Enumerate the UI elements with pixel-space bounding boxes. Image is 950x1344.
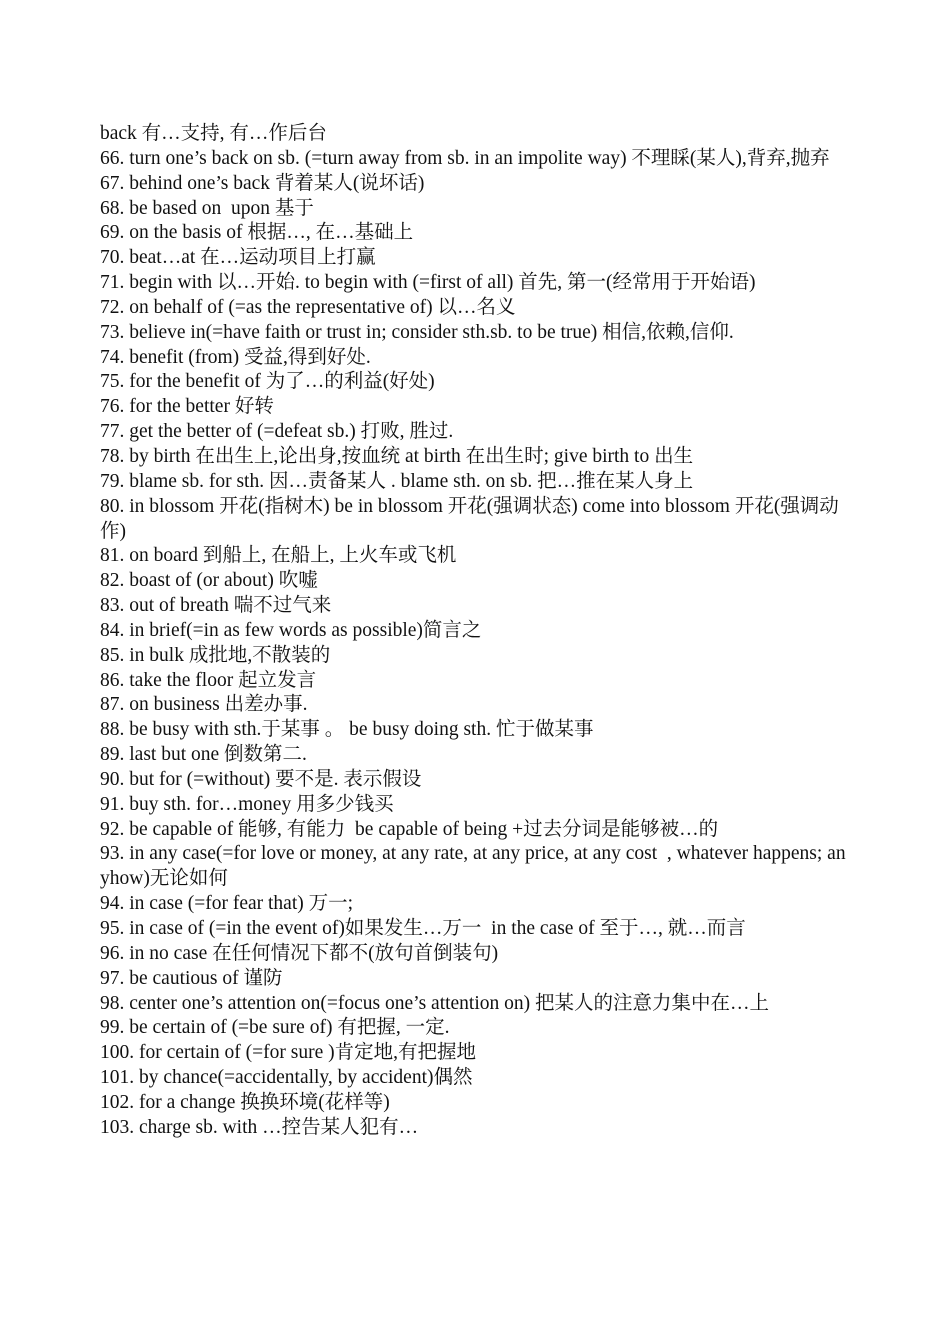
- text-line: 90. but for (=without) 要不是. 表示假设: [100, 768, 422, 790]
- text-line: 78. by birth 在出生上,论出身,按血统 at birth 在出生时; give birth to 出生: [100, 445, 694, 467]
- text-line: 69. on the basis of 根据…, 在…基础上: [100, 222, 414, 244]
- document-body: [100, 122, 852, 1141]
- text-line: 80. in blossom 开花(指树木) be in blossom 开花(强调状态) come into blossom 开花(强调动作): [100, 495, 839, 542]
- text-line: 68. be based on upon 基于: [100, 197, 314, 219]
- text-line: 94. in case (=for fear that) 万一;: [100, 893, 354, 915]
- text-line: 92. be capable of 能够, 有能力 be capable of being +过去分词是能够被…的: [100, 818, 719, 840]
- text-line: back 有…支持, 有…作后台: [100, 123, 327, 144]
- text-line: 88. be busy with sth.于某事 。 be busy doing sth. 忙于做某事: [100, 719, 594, 741]
- text-line: 77. get the better of (=defeat sb.) 打败, 胜过.: [100, 421, 454, 443]
- text-line: 66. turn one’s back on sb. (=turn away from sb. in an impolite way) 不理睬(某人),背弃,抛弃: [100, 147, 830, 169]
- text-line: 87. on business 出差办事.: [100, 694, 308, 716]
- text-line: 95. in case of (=in the event of)如果发生…万一 in the case of 至于…, 就…而言: [100, 918, 746, 939]
- text-line: 72. on behalf of (=as the representative of) 以…名义: [100, 296, 516, 318]
- text-line: 93. in any case(=for love or money, at any rate, at any price, at any cost , whatever happens; anyhow)无论如何: [100, 843, 846, 890]
- text-line: 103. charge sb. with …控告某人犯有…: [100, 1116, 419, 1138]
- text-line: 81. on board 到船上, 在船上, 上火车或飞机: [100, 545, 457, 567]
- text-line: 74. benefit (from) 受益,得到好处.: [100, 346, 371, 368]
- text-line: 75. for the benefit of 为了…的利益(好处): [100, 371, 435, 393]
- text-line: 73. believe in(=have faith or trust in; consider sth.sb. to be true) 相信,依赖,信仰.: [100, 321, 734, 343]
- text-line: 97. be cautious of 谨防: [100, 967, 283, 989]
- text-line: 67. behind one’s back 背着某人(说坏话): [100, 172, 425, 194]
- text-line: 82. boast of (or about) 吹嘘: [100, 570, 318, 592]
- text-line: 86. take the floor 起立发言: [100, 669, 317, 691]
- text-line: 89. last but one 倒数第二.: [100, 744, 307, 766]
- text-line: 70. beat…at 在…运动项目上打赢: [100, 247, 376, 269]
- text-line: 98. center one’s attention on(=focus one’s attention on) 把某人的注意力集中在…上: [100, 992, 770, 1014]
- text-line: 79. blame sb. for sth. 因…责备某人 . blame sth. on sb. 把…推在某人身上: [100, 470, 694, 492]
- text-line: 85. in bulk 成批地,不散装的: [100, 644, 331, 666]
- text-line: 99. be certain of (=be sure of) 有把握, 一定.: [100, 1017, 450, 1039]
- text-line: 83. out of breath 喘不过气来: [100, 595, 332, 617]
- text-line: 102. for a change 换换环境(花样等): [100, 1091, 390, 1113]
- text-line: 100. for certain of (=for sure )肯定地,有把握地: [100, 1042, 476, 1064]
- text-line: 71. begin with 以…开始. to begin with (=first of all) 首先, 第一(经常用于开始语): [100, 272, 756, 294]
- text-line: 96. in no case 在任何情况下都不(放句首倒装句): [100, 942, 499, 964]
- text-line: 101. by chance(=accidentally, by accident)偶然: [100, 1067, 473, 1089]
- text-line: 91. buy sth. for…money 用多少钱买: [100, 793, 394, 815]
- text-line: 84. in brief(=in as few words as possible)简言之: [100, 619, 482, 641]
- text-line: 76. for the better 好转: [100, 396, 274, 418]
